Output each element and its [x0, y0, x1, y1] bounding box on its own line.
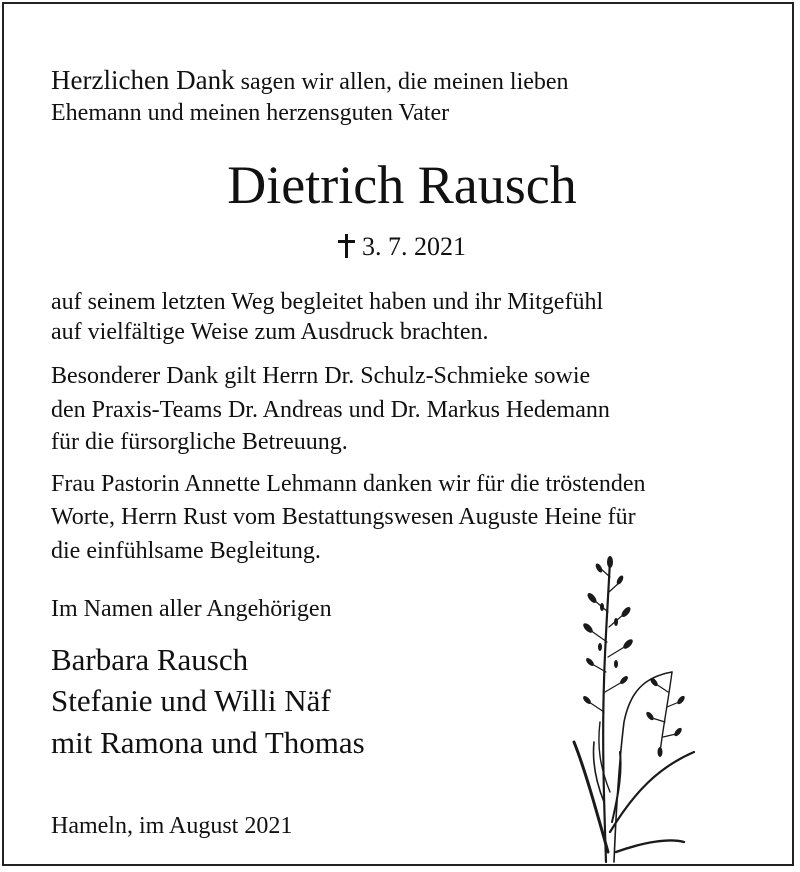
intro-line-1 [51, 64, 569, 98]
signature-name-1: Barbara Rausch [51, 642, 249, 677]
obituary-notice [2, 2, 794, 866]
signature-name-2: Stefanie und Willi Näf [51, 683, 331, 718]
paragraph-2-line-1: Besonderer Dank gilt Herrn Dr. Schulz-Schmieke sowie [51, 363, 591, 389]
signature-name-3: mit Ramona und Thomas [51, 725, 365, 760]
paragraph-2-line-3: für die fürsorgliche Betreuung. [51, 429, 348, 455]
signature-intro: Im Namen aller Angehörigen [51, 596, 332, 622]
paragraph-3-line-1: Frau Pastorin Annette Lehmann danken wir für die tröstenden [51, 471, 646, 497]
paragraph-1-line-2: auf vielfältige Weise zum Ausdruck brachten. [51, 319, 489, 345]
intro-line-2: Ehemann und meinen herzensguten Vater [51, 100, 450, 126]
paragraph-3-line-2: Worte, Herrn Rust vom Bestattungswesen Auguste Heine für [51, 504, 636, 530]
paragraph-1-line-1: auf seinem letzten Weg begleitet haben und ihr Mitgefühl [51, 289, 604, 315]
grass-illustration [564, 552, 704, 864]
paragraph-2-line-2: den Praxis-Teams Dr. Andreas und Dr. Markus Hedemann [51, 397, 610, 423]
paragraph-3-line-3: die einfühlsame Begleitung. [51, 538, 321, 564]
intro-line-1-rest: sagen wir allen, die meinen lieben [234, 69, 569, 95]
death-date: 3. 7. 2021 [362, 232, 466, 261]
death-date-line [4, 231, 800, 263]
place-date: Hameln, im August 2021 [51, 813, 293, 839]
deceased-name: Dietrich Rausch [227, 155, 577, 215]
intro-lead-word: Herzlichen Dank [51, 65, 235, 95]
cross-icon [338, 234, 354, 258]
